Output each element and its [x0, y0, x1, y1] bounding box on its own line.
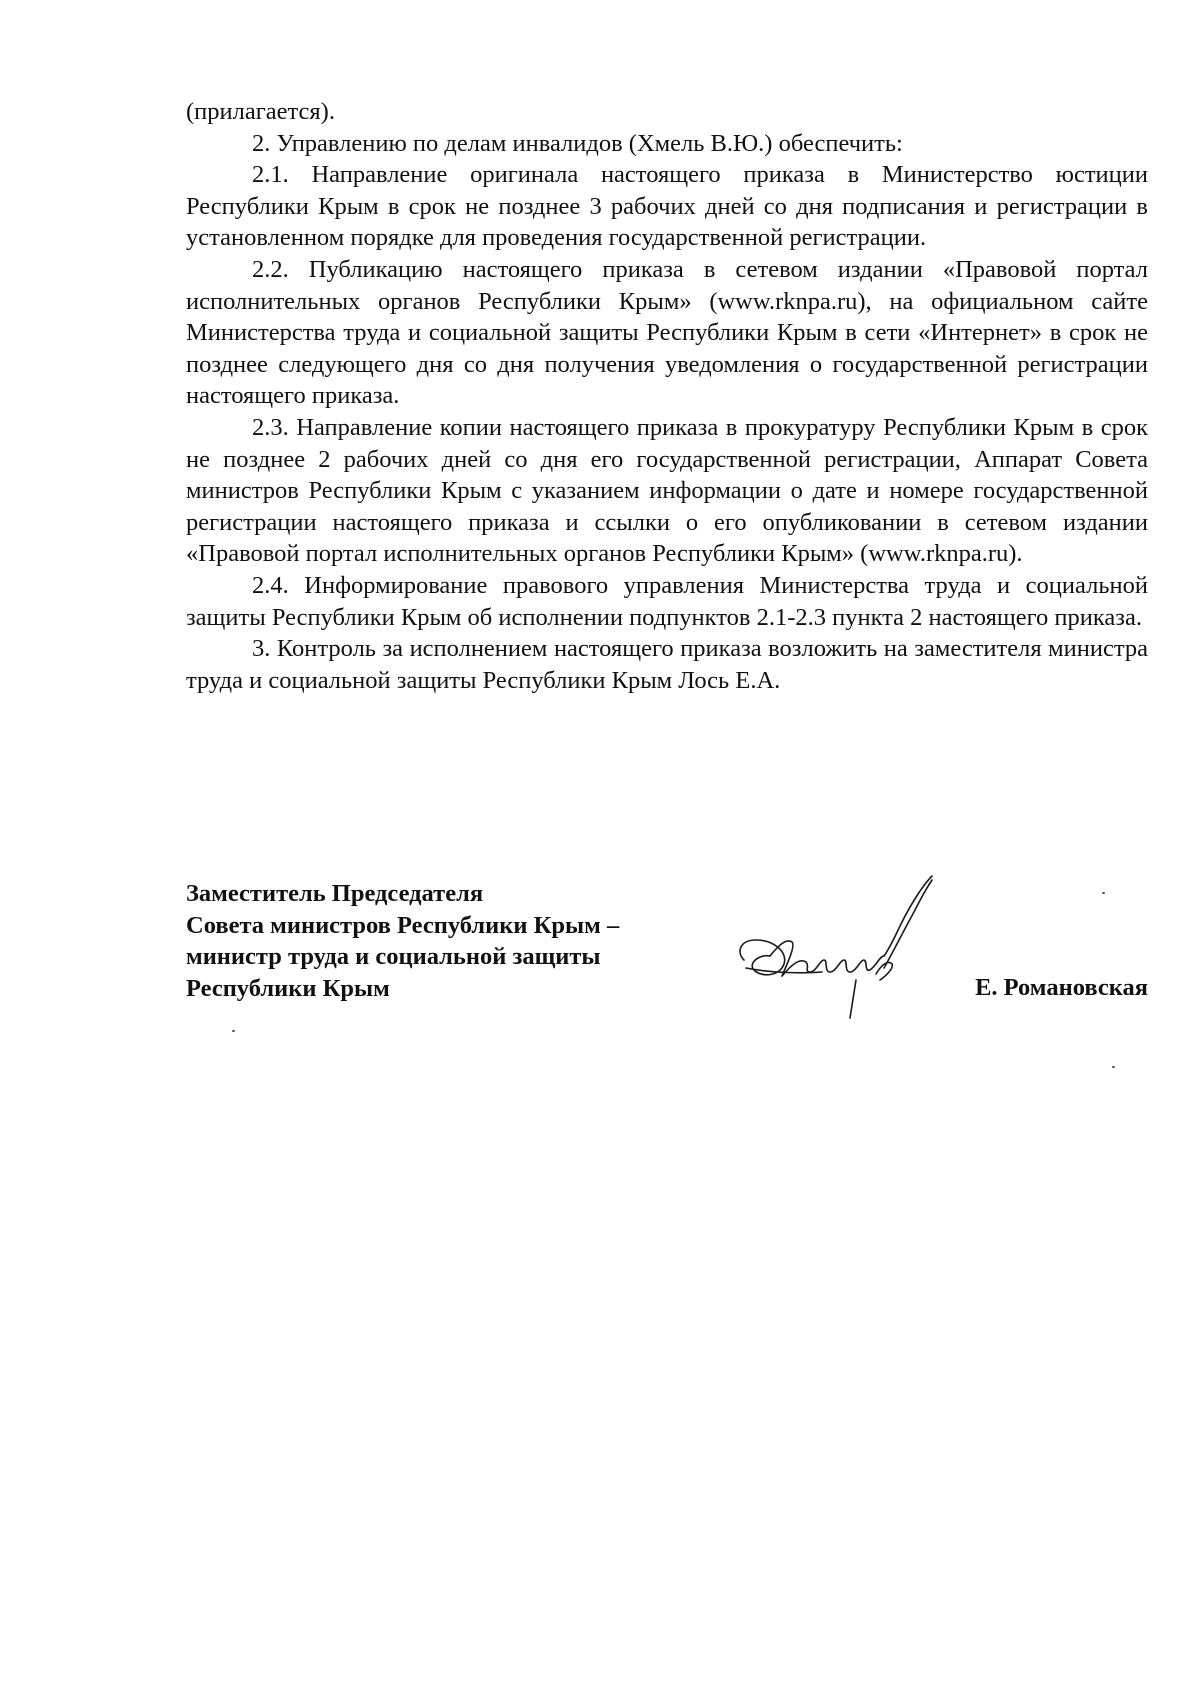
- handwritten-signature-icon: [726, 868, 956, 1028]
- paragraph-item-2-4: 2.4. Информирование правового управления Министерства труда и социальной защиты Республики Крым об исполнении подпунктов 2.1-2.3 пункта 2 настоящего приказа.: [186, 571, 1148, 631]
- paragraph-item-3: 3. Контроль за исполнением настоящего приказа возложить на заместителя министра труда и социальной защиты Республики Крым Лось Е.А.: [186, 635, 1148, 694]
- paragraph-continuation: (прилагается).: [186, 98, 335, 125]
- signatory-title-line: министр труда и социальной защиты: [186, 943, 601, 971]
- signatory-title: [186, 878, 746, 1004]
- signatory-title-line: Заместитель Председателя: [186, 880, 484, 907]
- signature-block: [186, 878, 1148, 1028]
- paragraph-item-2: 2. Управлению по делам инвалидов (Хмель В.Ю.) обеспечить:: [252, 129, 903, 157]
- scan-speck: [1102, 892, 1105, 894]
- paragraph-item-2-3: 2.3. Направление копии настоящего приказа в прокуратуру Республики Крым в срок не позднее 2 рабочих дней со дня его государственной регистрации, Аппарат Совета министров Республики Крым с указанием информации о дате и номере государственной регистрации настоящего приказа и ссылки о его опубликовании в сетевом издании «Правовой портал исполнительных органов Республики Крым» (www.rknpa.ru).: [186, 413, 1148, 568]
- document-body: [186, 96, 1148, 696]
- signatory-title-line: Республики Крым: [186, 974, 390, 1002]
- scan-speck: [232, 1030, 235, 1032]
- paragraph-item-2-2: 2.2. Публикацию настоящего приказа в сетевом издании «Правовой портал исполнительных органов Республики Крым» (www.rknpa.ru), на официальном сайте Министерства труда и социальной защиты Республики Крым в сети «Интернет» в срок не позднее следующего дня со дня получения уведомления о государственной регистрации настоящего приказа.: [186, 255, 1148, 410]
- signatory-title-line: Совета министров Республики Крым –: [186, 911, 620, 939]
- signatory-name: Е. Романовская: [975, 974, 1148, 1001]
- paragraph-item-2-1: 2.1. Направление оригинала настоящего приказа в Министерство юстиции Республики Крым в срок не позднее 3 рабочих дней со дня подписания и регистрации в установленном порядке для проведения государственной регистрации.: [186, 161, 1148, 252]
- scan-speck: [1112, 1066, 1115, 1068]
